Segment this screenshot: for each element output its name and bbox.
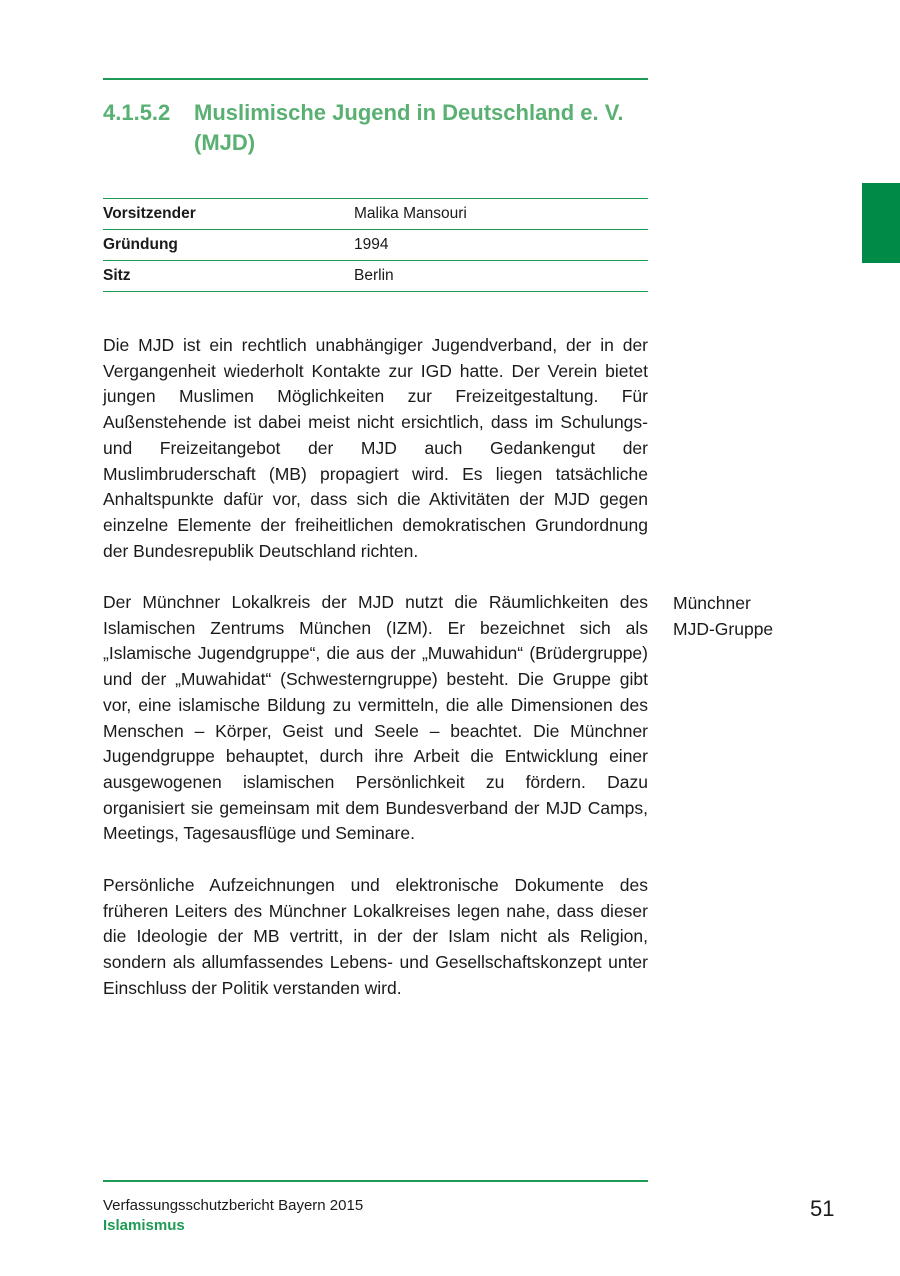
fact-row-founding xyxy=(103,230,648,261)
facts-table xyxy=(103,198,648,292)
margin-note-line: Münchner xyxy=(673,593,751,613)
margin-note xyxy=(673,590,863,642)
page-number: 51 xyxy=(810,1196,835,1221)
fact-label: Sitz xyxy=(103,267,131,284)
body-paragraph-3: Persönliche Aufzeichnungen und elektronische Dokumente des früheren Leiters des Münchner Lokalkreises legen nahe, dass dieser die Ideologie der MB vertritt, in der der Islam nicht als Religion, sondern als allumfassendes Lebens- und Gesellschaftskonzept unter Einschluss der Politik verstanden wird. xyxy=(103,875,648,998)
footer-rule xyxy=(103,1180,648,1182)
fact-label: Gründung xyxy=(103,236,178,253)
section-title: Muslimische Jugend in Deutschland e. V. (MJD) xyxy=(194,100,624,155)
fact-row-chair xyxy=(103,199,648,230)
chapter-tab-marker xyxy=(862,183,900,263)
body-paragraph-1: Die MJD ist ein rechtlich unabhängiger Jugendverband, der in der Vergangenheit wiederholt Kontakte zur IGD hatte. Der Verein bietet jungen Muslimen Möglichkeiten zur Freizeitgestaltung. Für Außenstehende ist dabei meist nicht ersichtlich, dass im Schulungs- und Freizeitangebot der MJD auch Gedankengut der Muslimbruderschaft (MB) propagiert wird. Es liegen tatsächliche Anhaltspunkte dafür vor, dass sich die Aktivitäten der MJD gegen einzelne Elemente der freiheitlichen demokratischen Grundordnung der Bundesrepublik Deutschland richten. xyxy=(103,335,648,561)
fact-value: 1994 xyxy=(354,236,389,253)
body-paragraph-2: Der Münchner Lokalkreis der MJD nutzt die Räumlichkeiten des Islamischen Zentrums München (IZM). Er bezeichnet sich als „Islamische Jugendgruppe“, die aus der „Muwahidun“ (Brüdergruppe) und der „Muwahidat“ (Schwesterngruppe) besteht. Die Gruppe gibt vor, eine islamische Bildung zu vermitteln, die alle Dimensionen des Menschen – Körper, Geist und Seele – beachtet. Die Münchner Jugendgruppe behauptet, durch ihre Arbeit die Entwicklung einer ausgewogenen islamischen Persönlichkeit zu fördern. Dazu organisiert sie gemeinsam mit dem Bundesverband der MJD Camps, Meetings, Tagesausflüge und Seminare. xyxy=(103,592,648,844)
margin-note-line: MJD-Gruppe xyxy=(673,619,774,639)
footer-subtitle: Islamismus xyxy=(103,1217,185,1234)
fact-label: Vorsitzender xyxy=(103,205,196,222)
fact-value: Malika Mansouri xyxy=(354,205,467,222)
fact-row-seat xyxy=(103,261,648,292)
footer-title: Verfassungsschutzbericht Bayern 2015 xyxy=(103,1197,364,1214)
section-heading xyxy=(103,98,663,158)
top-rule xyxy=(103,78,648,80)
section-number: 4.1.5.2 xyxy=(103,100,171,125)
fact-value: Berlin xyxy=(354,267,394,284)
